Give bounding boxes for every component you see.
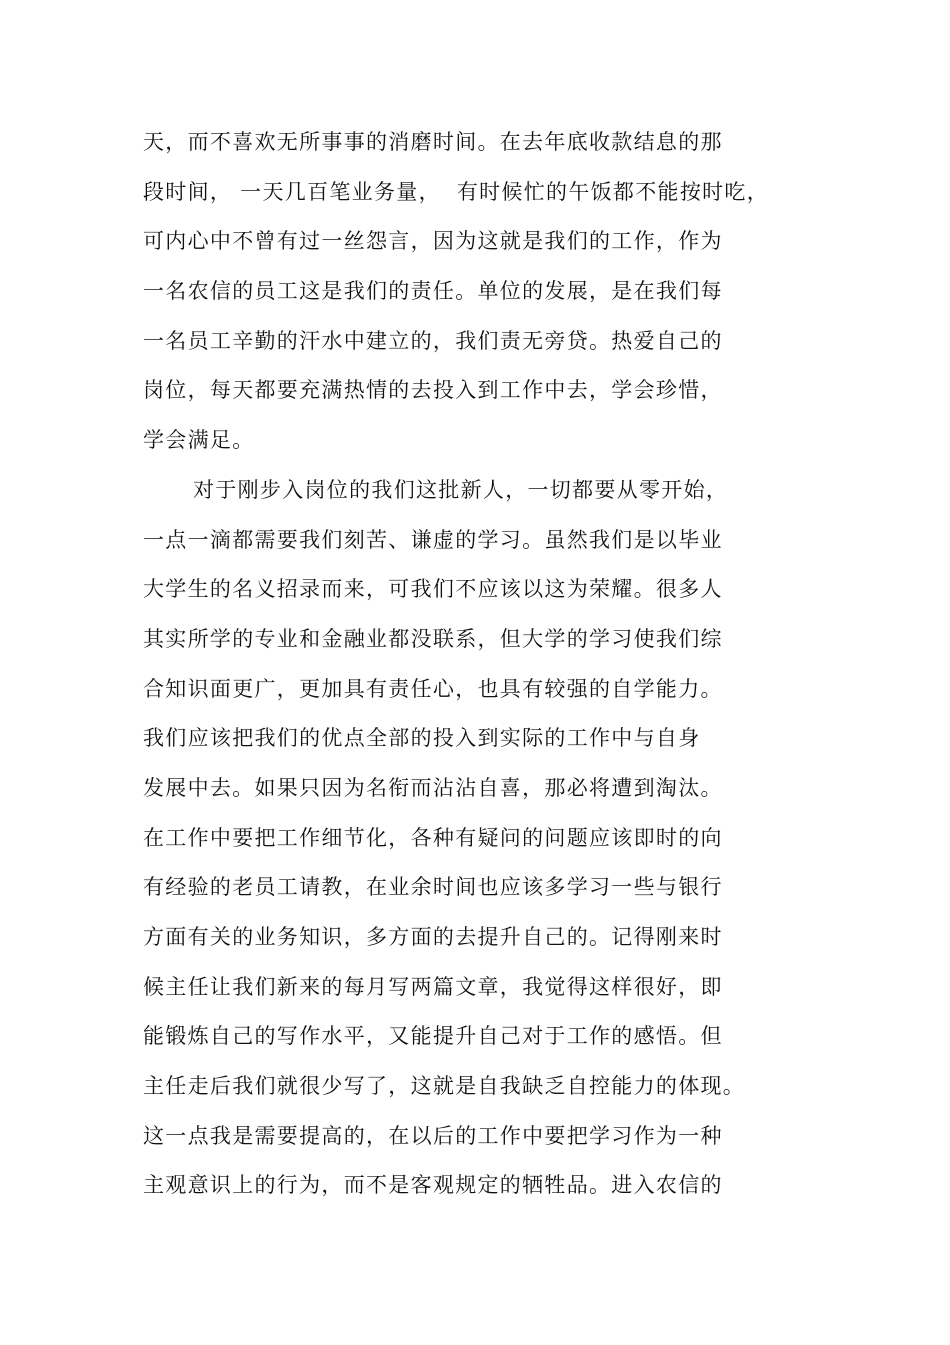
text-line: 其实所学的专业和金融业都没联系，但大学的学习使我们综	[143, 626, 723, 651]
text-line: 主任走后我们就很少写了，这就是自我缺乏自控能力的体现。	[143, 1074, 746, 1099]
text-line: 有经验的老员工请教，在业余时间也应该多学习一些与银行	[143, 875, 723, 900]
text-line: 主观意识上的行为，而不是客观规定的牺牲品。进入农信的	[143, 1173, 723, 1198]
text-line: 我们应该把我们的优点全部的投入到实际的工作中与自身	[143, 726, 701, 751]
text-line: 天，而不喜欢无所事事的消磨时间。在去年底收款结息的那	[143, 130, 723, 154]
text-line: 一名农信的员工这是我们的责任。单位的发展，是在我们每	[143, 279, 723, 304]
body-text	[143, 122, 803, 1215]
text-line: 方面有关的业务知识，多方面的去提升自己的。记得刚来时	[143, 925, 723, 949]
text-line: 在工作中要把工作细节化，各种有疑问的问题应该即时的向	[143, 825, 723, 850]
paragraph-first-line: 对于刚步入岗位的我们这批新人，一切都要从零开始，	[193, 477, 729, 502]
text-line: 一点一滴都需要我们刻苦、谦虚的学习。虽然我们是以毕业	[143, 527, 723, 552]
text-line: 能锻炼自己的写作水平，又能提升自己对于工作的感悟。但	[143, 1024, 723, 1049]
text-line: 这一点我是需要提高的，在以后的工作中要把学习作为一种	[143, 1123, 723, 1148]
text-line: 候主任让我们新来的每月写两篇文章，我觉得这样很好，即	[143, 974, 723, 999]
text-line: 合知识面更广，更加具有责任心，也具有较强的自学能力。	[143, 676, 723, 701]
text-line: 岗位，每天都要充满热情的去投入到工作中去，学会珍惜，	[143, 378, 723, 403]
text-line: 学会满足。	[143, 428, 255, 453]
text-line: 可内心中不曾有过一丝怨言，因为这就是我们的工作，作为	[143, 229, 723, 254]
text-line: 大学生的名义招录而来，可我们不应该以这为荣耀。很多人	[143, 577, 723, 602]
text-line: 段时间， 一天几百笔业务量， 有时候忙的午饭都不能按时吃，	[143, 179, 770, 204]
text-line: 一名员工辛勤的汗水中建立的，我们责无旁贷。热爱自己的	[143, 328, 723, 353]
text-line: 发展中去。如果只因为名衔而沾沾自喜，那必将遭到淘汰。	[143, 775, 723, 800]
